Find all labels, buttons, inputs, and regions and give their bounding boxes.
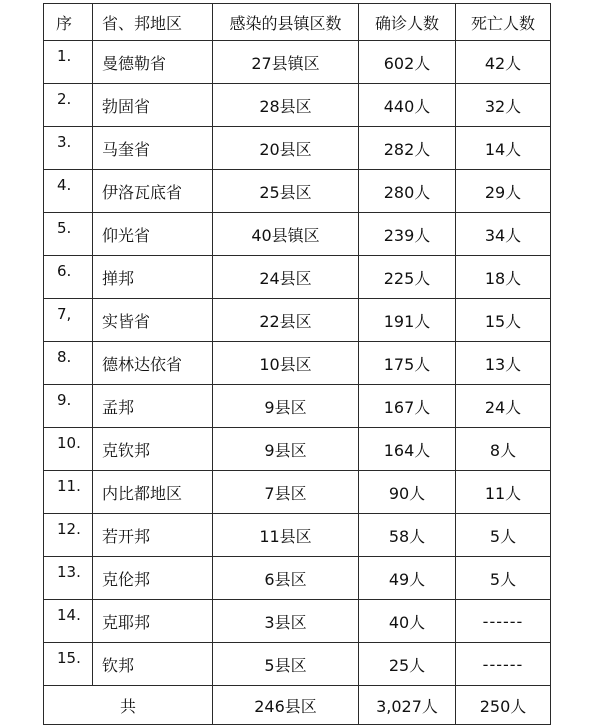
row-districts: 20县区 [213, 127, 359, 170]
table-row [44, 170, 551, 213]
row-deaths: 29人 [456, 170, 551, 213]
table-row [44, 643, 551, 686]
row-seq: 6. [44, 256, 93, 299]
row-confirmed: 602人 [359, 41, 456, 84]
row-region: 勃固省 [93, 84, 213, 127]
row-region: 马奎省 [93, 127, 213, 170]
header-districts: 感染的县镇区数 [213, 4, 359, 41]
table-header-row [44, 4, 551, 41]
row-region: 克钦邦 [93, 428, 213, 471]
row-deaths: 13人 [456, 342, 551, 385]
row-seq: 3. [44, 127, 93, 170]
row-districts: 10县区 [213, 342, 359, 385]
total-label: 共 [44, 686, 213, 725]
row-confirmed: 440人 [359, 84, 456, 127]
table-row [44, 514, 551, 557]
row-deaths: 5人 [456, 514, 551, 557]
row-region: 克伦邦 [93, 557, 213, 600]
table-row [44, 557, 551, 600]
row-deaths: 8人 [456, 428, 551, 471]
row-districts: 27县镇区 [213, 41, 359, 84]
row-seq: 13. [44, 557, 93, 600]
row-districts: 9县区 [213, 385, 359, 428]
row-region: 内比都地区 [93, 471, 213, 514]
covid-region-table [43, 3, 551, 725]
row-seq: 4. [44, 170, 93, 213]
row-region: 仰光省 [93, 213, 213, 256]
table-row [44, 299, 551, 342]
row-region: 钦邦 [93, 643, 213, 686]
row-deaths: 32人 [456, 84, 551, 127]
row-confirmed: 175人 [359, 342, 456, 385]
row-confirmed: 225人 [359, 256, 456, 299]
row-districts: 28县区 [213, 84, 359, 127]
row-confirmed: 58人 [359, 514, 456, 557]
row-region: 德林达依省 [93, 342, 213, 385]
row-deaths: 15人 [456, 299, 551, 342]
row-districts: 7县区 [213, 471, 359, 514]
table-row [44, 213, 551, 256]
table-row [44, 127, 551, 170]
row-deaths: 42人 [456, 41, 551, 84]
row-region: 孟邦 [93, 385, 213, 428]
header-confirmed: 确诊人数 [359, 4, 456, 41]
row-region: 实皆省 [93, 299, 213, 342]
row-deaths: 24人 [456, 385, 551, 428]
header-region: 省、邦地区 [93, 4, 213, 41]
row-districts: 9县区 [213, 428, 359, 471]
row-districts: 22县区 [213, 299, 359, 342]
table-row [44, 600, 551, 643]
row-deaths: 18人 [456, 256, 551, 299]
row-seq: 10. [44, 428, 93, 471]
header-seq: 序 [44, 4, 93, 41]
row-confirmed: 239人 [359, 213, 456, 256]
row-confirmed: 167人 [359, 385, 456, 428]
row-seq: 2. [44, 84, 93, 127]
row-deaths: 14人 [456, 127, 551, 170]
header-deaths: 死亡人数 [456, 4, 551, 41]
row-deaths: 5人 [456, 557, 551, 600]
table-row [44, 41, 551, 84]
row-districts: 6县区 [213, 557, 359, 600]
row-districts: 25县区 [213, 170, 359, 213]
row-region: 若开邦 [93, 514, 213, 557]
table-row [44, 342, 551, 385]
row-region: 克耶邦 [93, 600, 213, 643]
row-seq: 11. [44, 471, 93, 514]
row-confirmed: 40人 [359, 600, 456, 643]
row-seq: 14. [44, 600, 93, 643]
row-seq: 12. [44, 514, 93, 557]
row-districts: 11县区 [213, 514, 359, 557]
row-confirmed: 90人 [359, 471, 456, 514]
row-confirmed: 164人 [359, 428, 456, 471]
table-row [44, 385, 551, 428]
row-seq: 1. [44, 41, 93, 84]
row-seq: 9. [44, 385, 93, 428]
row-confirmed: 191人 [359, 299, 456, 342]
row-districts: 3县区 [213, 600, 359, 643]
row-districts: 5县区 [213, 643, 359, 686]
row-deaths: ------ [456, 600, 551, 643]
row-deaths: 11人 [456, 471, 551, 514]
row-confirmed: 25人 [359, 643, 456, 686]
row-confirmed: 282人 [359, 127, 456, 170]
table-row [44, 256, 551, 299]
row-region: 曼德勒省 [93, 41, 213, 84]
row-seq: 15. [44, 643, 93, 686]
row-region: 伊洛瓦底省 [93, 170, 213, 213]
row-confirmed: 49人 [359, 557, 456, 600]
table-row [44, 471, 551, 514]
total-confirmed: 3,027人 [359, 686, 456, 725]
table-row [44, 84, 551, 127]
row-seq: 5. [44, 213, 93, 256]
total-deaths: 250人 [456, 686, 551, 725]
total-districts: 246县区 [213, 686, 359, 725]
row-region: 掸邦 [93, 256, 213, 299]
table-total-row [44, 686, 551, 725]
row-districts: 40县镇区 [213, 213, 359, 256]
table-row [44, 428, 551, 471]
row-deaths: ------ [456, 643, 551, 686]
row-deaths: 34人 [456, 213, 551, 256]
row-seq: 7, [44, 299, 93, 342]
row-seq: 8. [44, 342, 93, 385]
row-districts: 24县区 [213, 256, 359, 299]
row-confirmed: 280人 [359, 170, 456, 213]
